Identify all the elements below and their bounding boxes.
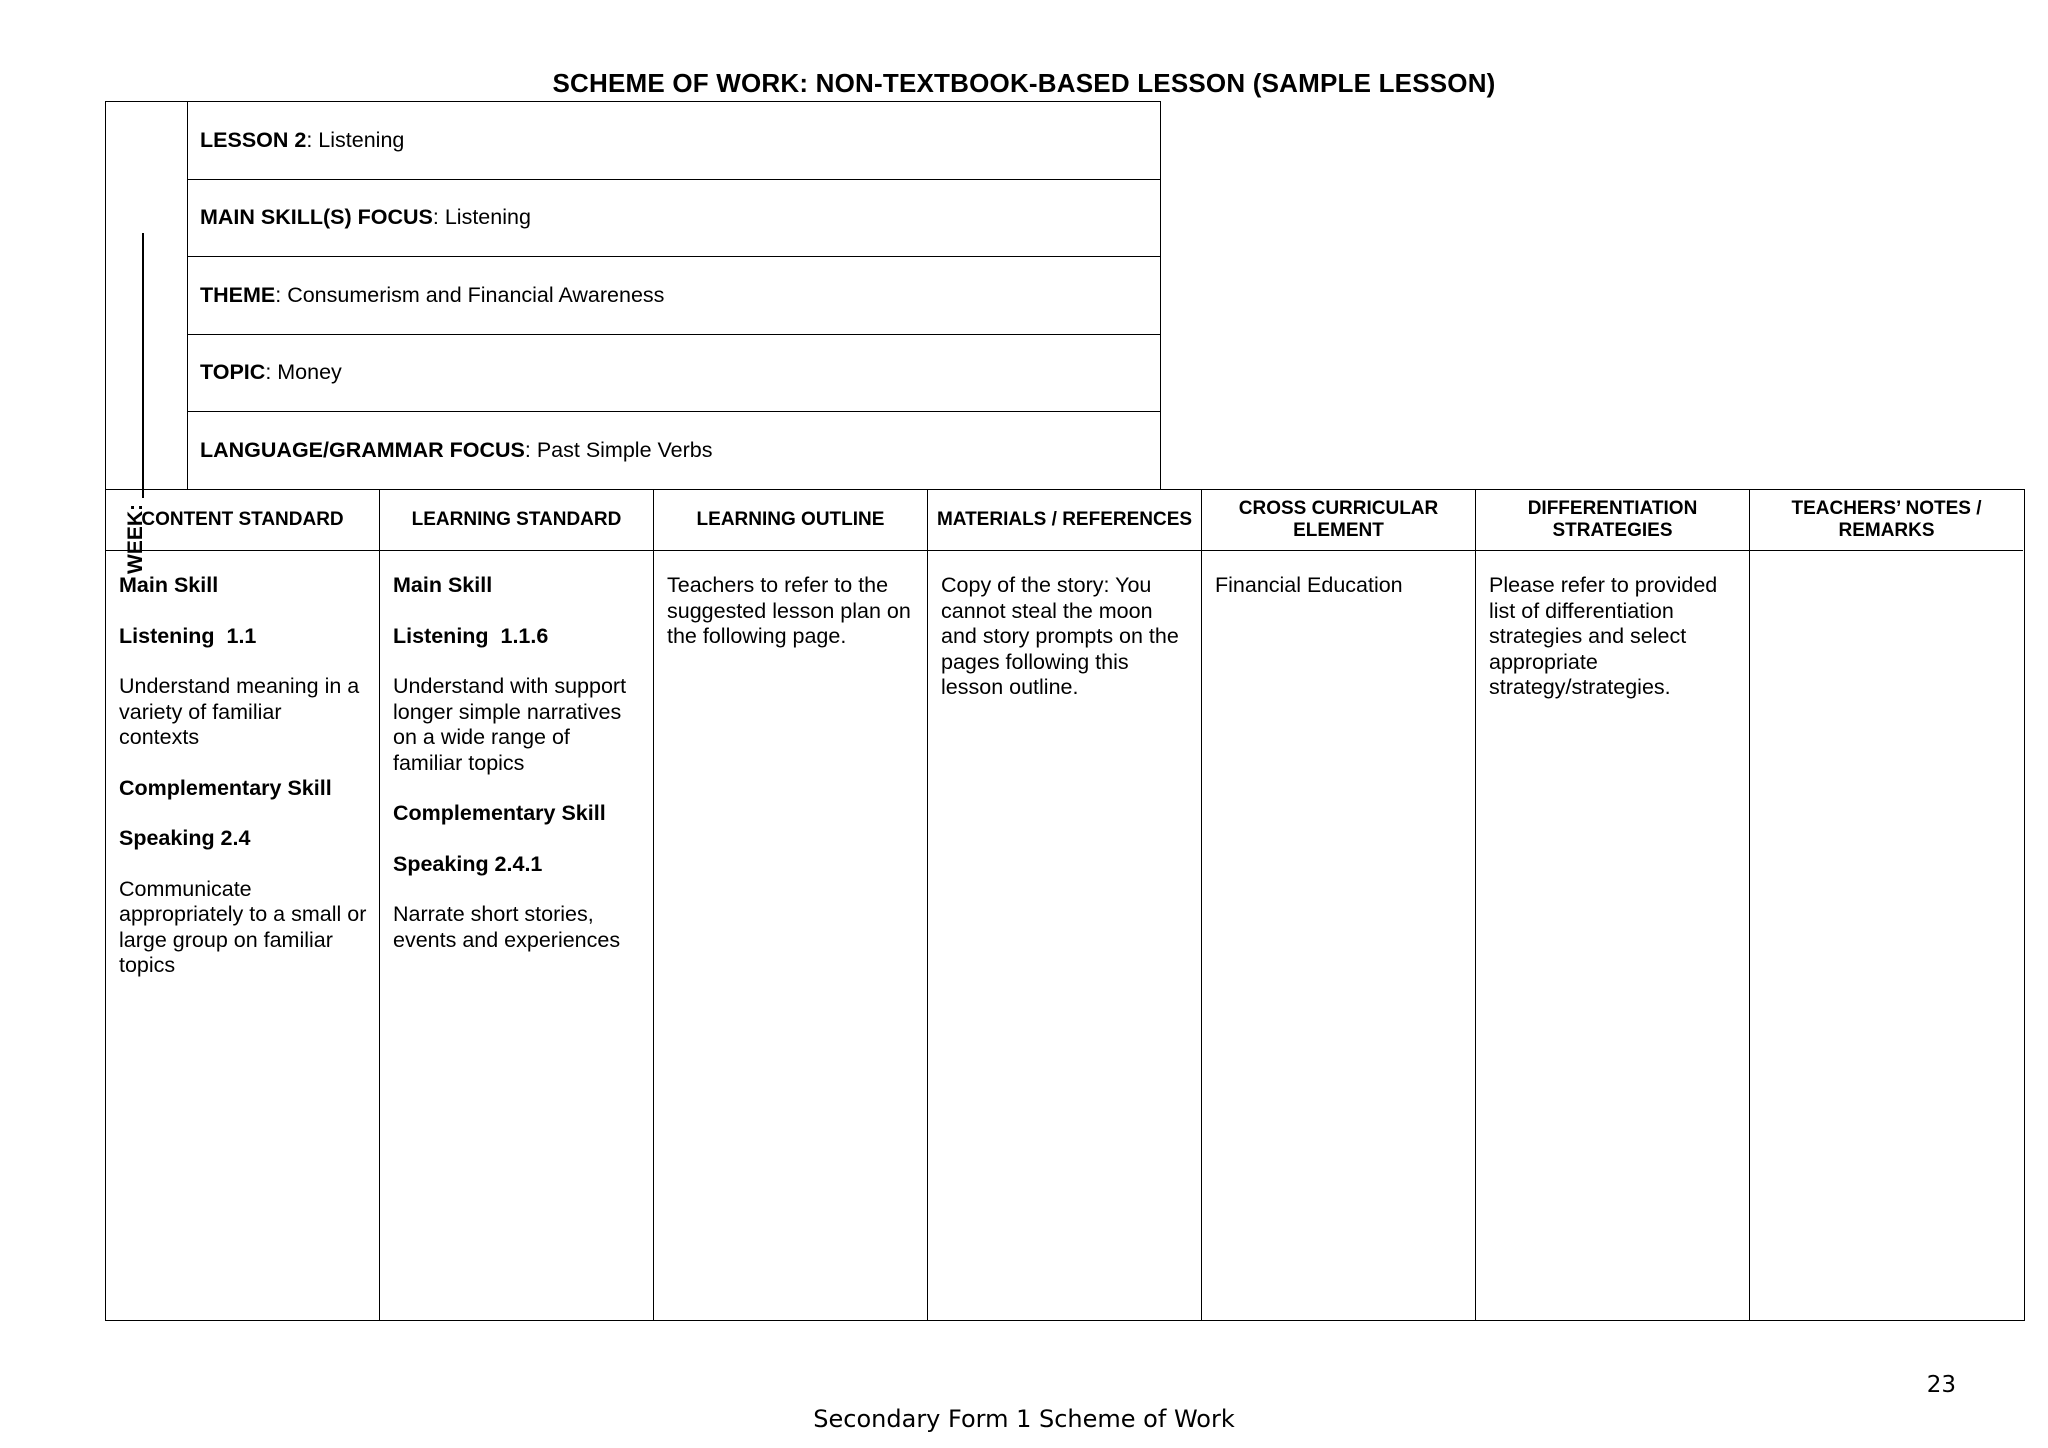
teachers-notes-header: TEACHERS’ NOTES / REMARKS bbox=[1750, 490, 2023, 551]
differentiation-text: Please refer to provided list of differentiation strategies and select appropriate strategy/strategies. bbox=[1489, 573, 1718, 699]
page-footer: Secondary Form 1 Scheme of Work bbox=[813, 1405, 1235, 1433]
ls-main-code: Listening 1.1.6 bbox=[393, 623, 549, 648]
materials-cell bbox=[928, 551, 1201, 701]
ls-comp-code: Speaking 2.4.1 bbox=[393, 851, 543, 876]
topic-row bbox=[188, 335, 1160, 413]
grammar-focus-value: : Past Simple Verbs bbox=[524, 438, 713, 463]
cs-main-skill: Main Skill bbox=[119, 573, 219, 597]
theme-label: THEME bbox=[200, 282, 276, 307]
ls-comp-desc: Narrate short stories, events and experiences bbox=[393, 902, 621, 952]
cs-main-code: Listening 1.1 bbox=[119, 623, 257, 648]
grammar-focus-row bbox=[188, 412, 1160, 490]
page-title: SCHEME OF WORK: NON-TEXTBOOK-BASED LESSON (SAMPLE LESSON) bbox=[552, 68, 1496, 98]
ls-main-skill: Main Skill bbox=[393, 573, 493, 597]
materials-column bbox=[928, 490, 1202, 1320]
cross-curricular-column bbox=[1202, 490, 1476, 1320]
main-skill-focus-value: : Listening bbox=[432, 205, 531, 230]
content-standard-header: CONTENT STANDARD bbox=[106, 490, 379, 551]
lesson-info-rows bbox=[188, 102, 1160, 489]
differentiation-cell bbox=[1476, 551, 1749, 701]
materials-header: MATERIALS / REFERENCES bbox=[928, 490, 1201, 551]
cross-curricular-header: CROSS CURRICULAR ELEMENT bbox=[1202, 490, 1475, 551]
theme-value: : Consumerism and Financial Awareness bbox=[275, 282, 665, 307]
teachers-notes-cell bbox=[1750, 551, 2023, 573]
learning-outline-cell bbox=[654, 551, 927, 650]
lesson-value: : Listening bbox=[306, 127, 405, 152]
week-label-text: WEEK: bbox=[124, 504, 147, 574]
cs-comp-desc: Communicate appropriately to a small or large group on familiar topics bbox=[119, 876, 367, 977]
ls-main-desc: Understand with support longer simple narratives on a wide range of familiar topics bbox=[393, 674, 627, 775]
topic-label: TOPIC bbox=[200, 360, 266, 385]
learning-standard-cell bbox=[380, 551, 653, 953]
cross-curricular-cell bbox=[1202, 551, 1475, 599]
cs-comp-skill: Complementary Skill bbox=[119, 775, 332, 800]
week-blank-line bbox=[142, 233, 144, 498]
content-standard-column bbox=[106, 490, 380, 1320]
differentiation-column bbox=[1476, 490, 1750, 1320]
learning-outline-column bbox=[654, 490, 928, 1320]
cs-comp-code: Speaking 2.4 bbox=[119, 826, 251, 850]
materials-text: Copy of the story: You cannot steal the moon and story prompts on the pages following this lesson outline. bbox=[941, 573, 1179, 699]
content-standard-cell bbox=[106, 551, 379, 979]
ls-comp-skill: Complementary Skill bbox=[393, 801, 606, 825]
lesson-label: LESSON 2 bbox=[200, 127, 307, 152]
grammar-focus-label: LANGUAGE/GRAMMAR FOCUS bbox=[200, 438, 525, 463]
lesson-row bbox=[188, 102, 1160, 180]
cross-curricular-text: Financial Education bbox=[1215, 573, 1403, 597]
cs-main-desc: Understand meaning in a variety of familiar contexts bbox=[119, 674, 360, 749]
main-skill-focus-label: MAIN SKILL(S) FOCUS bbox=[200, 205, 433, 230]
page-number: 23 bbox=[1926, 1372, 1956, 1398]
learning-standard-header: LEARNING STANDARD bbox=[380, 490, 653, 551]
learning-outline-header: LEARNING OUTLINE bbox=[654, 490, 927, 551]
teachers-notes-column bbox=[1750, 490, 2023, 1320]
learning-standard-column bbox=[380, 490, 654, 1320]
differentiation-header: DIFFERENTIATION STRATEGIES bbox=[1476, 490, 1749, 551]
week-column bbox=[106, 102, 188, 574]
theme-row bbox=[188, 257, 1160, 335]
learning-outline-text: Teachers to refer to the suggested lesson plan on the following page. bbox=[667, 573, 911, 648]
scheme-table bbox=[105, 489, 2025, 1321]
main-skill-focus-row bbox=[188, 180, 1160, 258]
topic-value: : Money bbox=[265, 360, 342, 385]
